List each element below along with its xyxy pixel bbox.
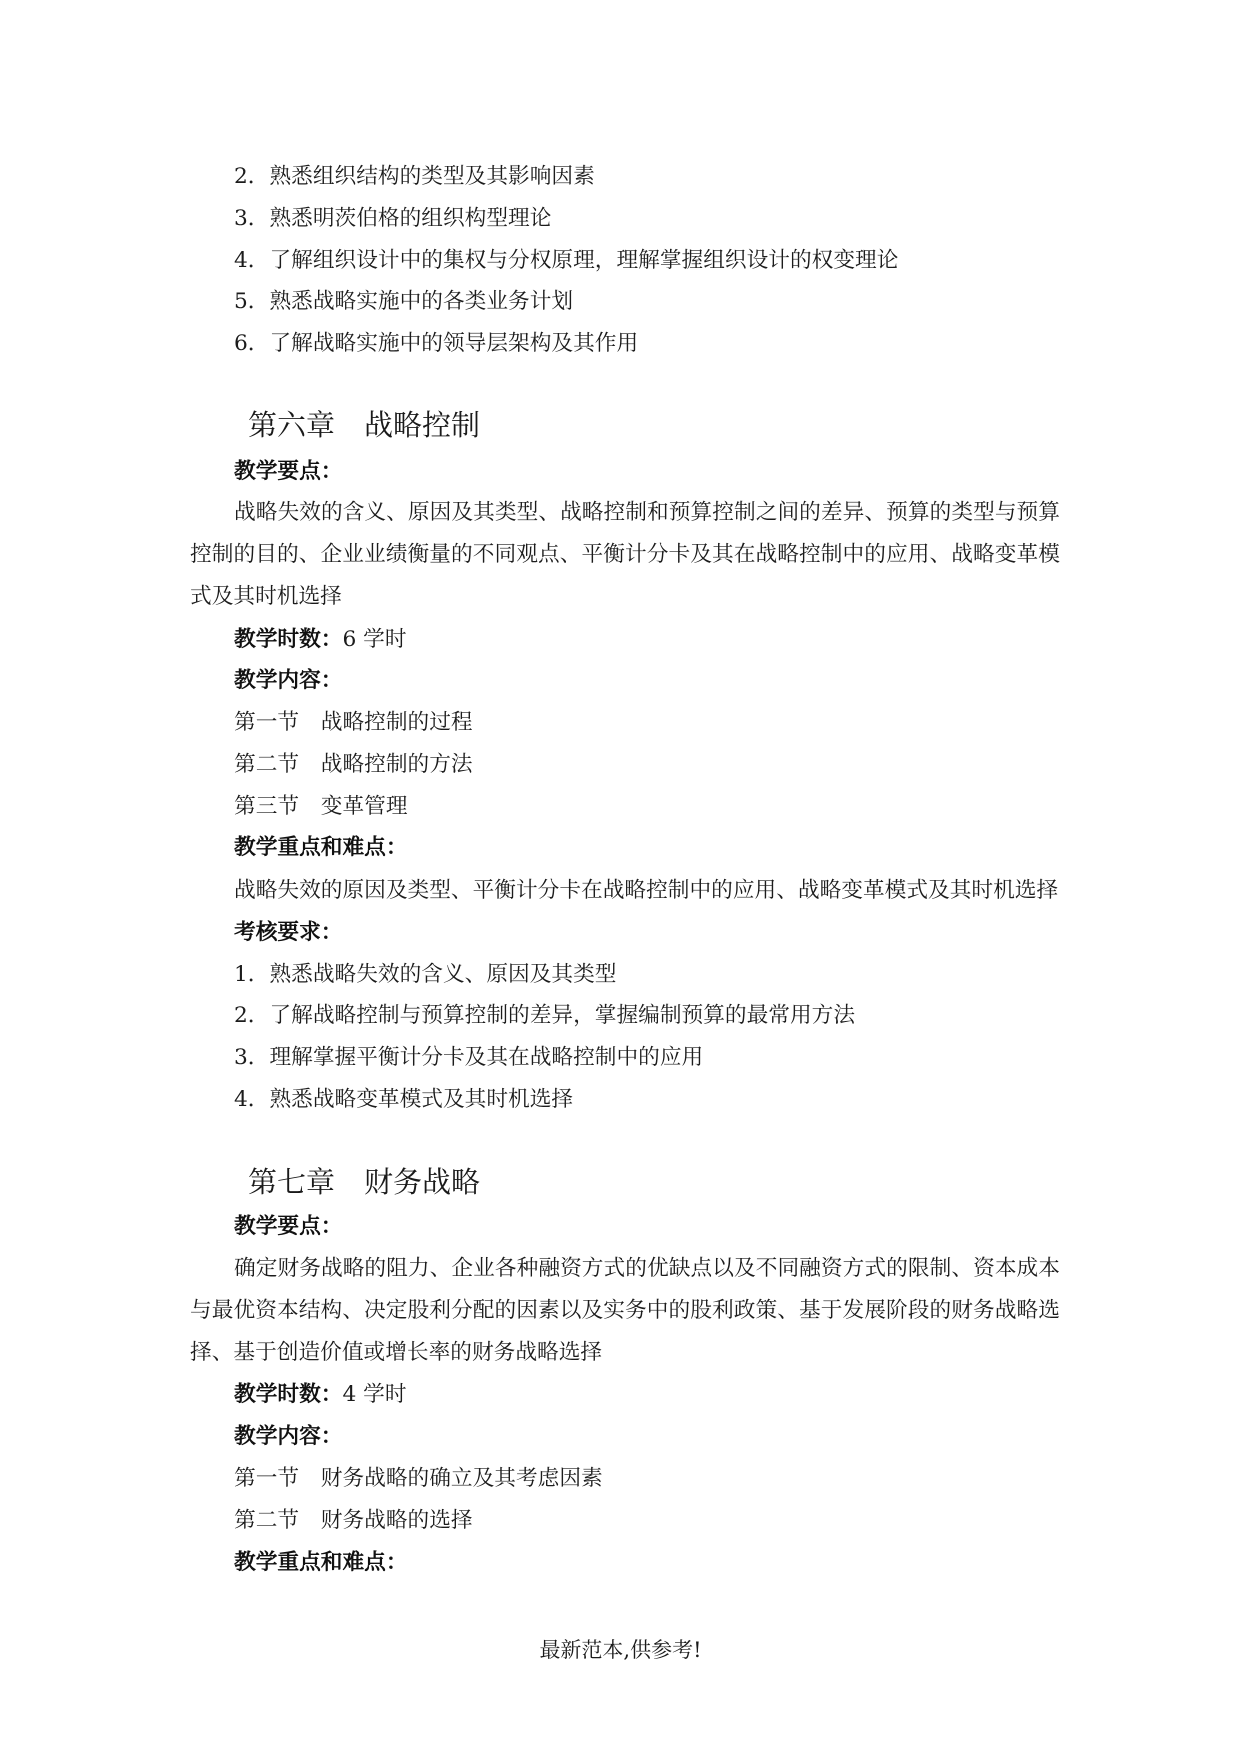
- teaching-points-line: 确定财务战略的阻力、企业各种融资方式的优缺点以及不同融资方式的限制、资本成本: [234, 1256, 1060, 1281]
- teaching-hours-label: 教学时数：: [234, 1382, 343, 1407]
- teaching-hours-value: 6 学时: [342, 627, 407, 652]
- chapter-6-heading: 第六章 战略控制: [248, 408, 481, 442]
- chapter-7-heading: 第七章 财务战略: [248, 1165, 481, 1199]
- teaching-points-label: 教学要点：: [234, 459, 343, 484]
- list-item: 4．了解组织设计中的集权与分权原理，理解掌握组织设计的权变理论: [234, 248, 899, 273]
- key-points-text: 战略失效的原因及类型、平衡计分卡在战略控制中的应用、战略变革模式及其时机选择: [234, 878, 1059, 903]
- list-item: 3．理解掌握平衡计分卡及其在战略控制中的应用: [234, 1045, 704, 1070]
- teaching-points-line: 战略失效的含义、原因及其类型、战略控制和预算控制之间的差异、预算的类型与预算: [234, 500, 1060, 525]
- page-footer: 最新范本,供参考!: [539, 1638, 702, 1662]
- teaching-points-line: 择、基于创造价值或增长率的财务战略选择: [190, 1340, 603, 1365]
- teaching-points-line: 式及其时机选择: [190, 584, 342, 609]
- list-item: 2．了解战略控制与预算控制的差异，掌握编制预算的最常用方法: [234, 1003, 856, 1028]
- teaching-points-label: 教学要点：: [234, 1214, 343, 1239]
- teaching-points-line: 控制的目的、企业业绩衡量的不同观点、平衡计分卡及其在战略控制中的应用、战略变革模: [190, 542, 1060, 567]
- teaching-content-label: 教学内容：: [234, 1424, 343, 1449]
- key-points-label: 教学重点和难点：: [234, 835, 408, 860]
- section-item: 第三节 变革管理: [234, 794, 408, 819]
- list-item: 3．熟悉明茨伯格的组织构型理论: [234, 206, 552, 231]
- section-item: 第一节 财务战略的确立及其考虑因素: [234, 1466, 603, 1491]
- section-item: 第一节 战略控制的过程: [234, 710, 473, 735]
- teaching-hours-row: [234, 628, 407, 652]
- teaching-hours-label: 教学时数：: [234, 627, 343, 652]
- key-points-label: 教学重点和难点：: [234, 1550, 408, 1575]
- list-item: 4．熟悉战略变革模式及其时机选择: [234, 1087, 574, 1112]
- section-item: 第二节 财务战略的选择: [234, 1508, 473, 1533]
- teaching-content-label: 教学内容：: [234, 668, 343, 693]
- teaching-hours-row: [234, 1383, 407, 1407]
- teaching-hours-value: 4 学时: [342, 1382, 407, 1407]
- assessment-label: 考核要求：: [234, 920, 343, 945]
- list-item: 5．熟悉战略实施中的各类业务计划: [234, 289, 574, 314]
- list-item: 2．熟悉组织结构的类型及其影响因素: [234, 164, 595, 189]
- section-item: 第二节 战略控制的方法: [234, 752, 473, 777]
- teaching-points-line: 与最优资本结构、决定股利分配的因素以及实务中的股利政策、基于发展阶段的财务战略选: [190, 1298, 1060, 1323]
- list-item: 1．熟悉战略失效的含义、原因及其类型: [234, 962, 617, 987]
- list-item: 6．了解战略实施中的领导层架构及其作用: [234, 331, 639, 356]
